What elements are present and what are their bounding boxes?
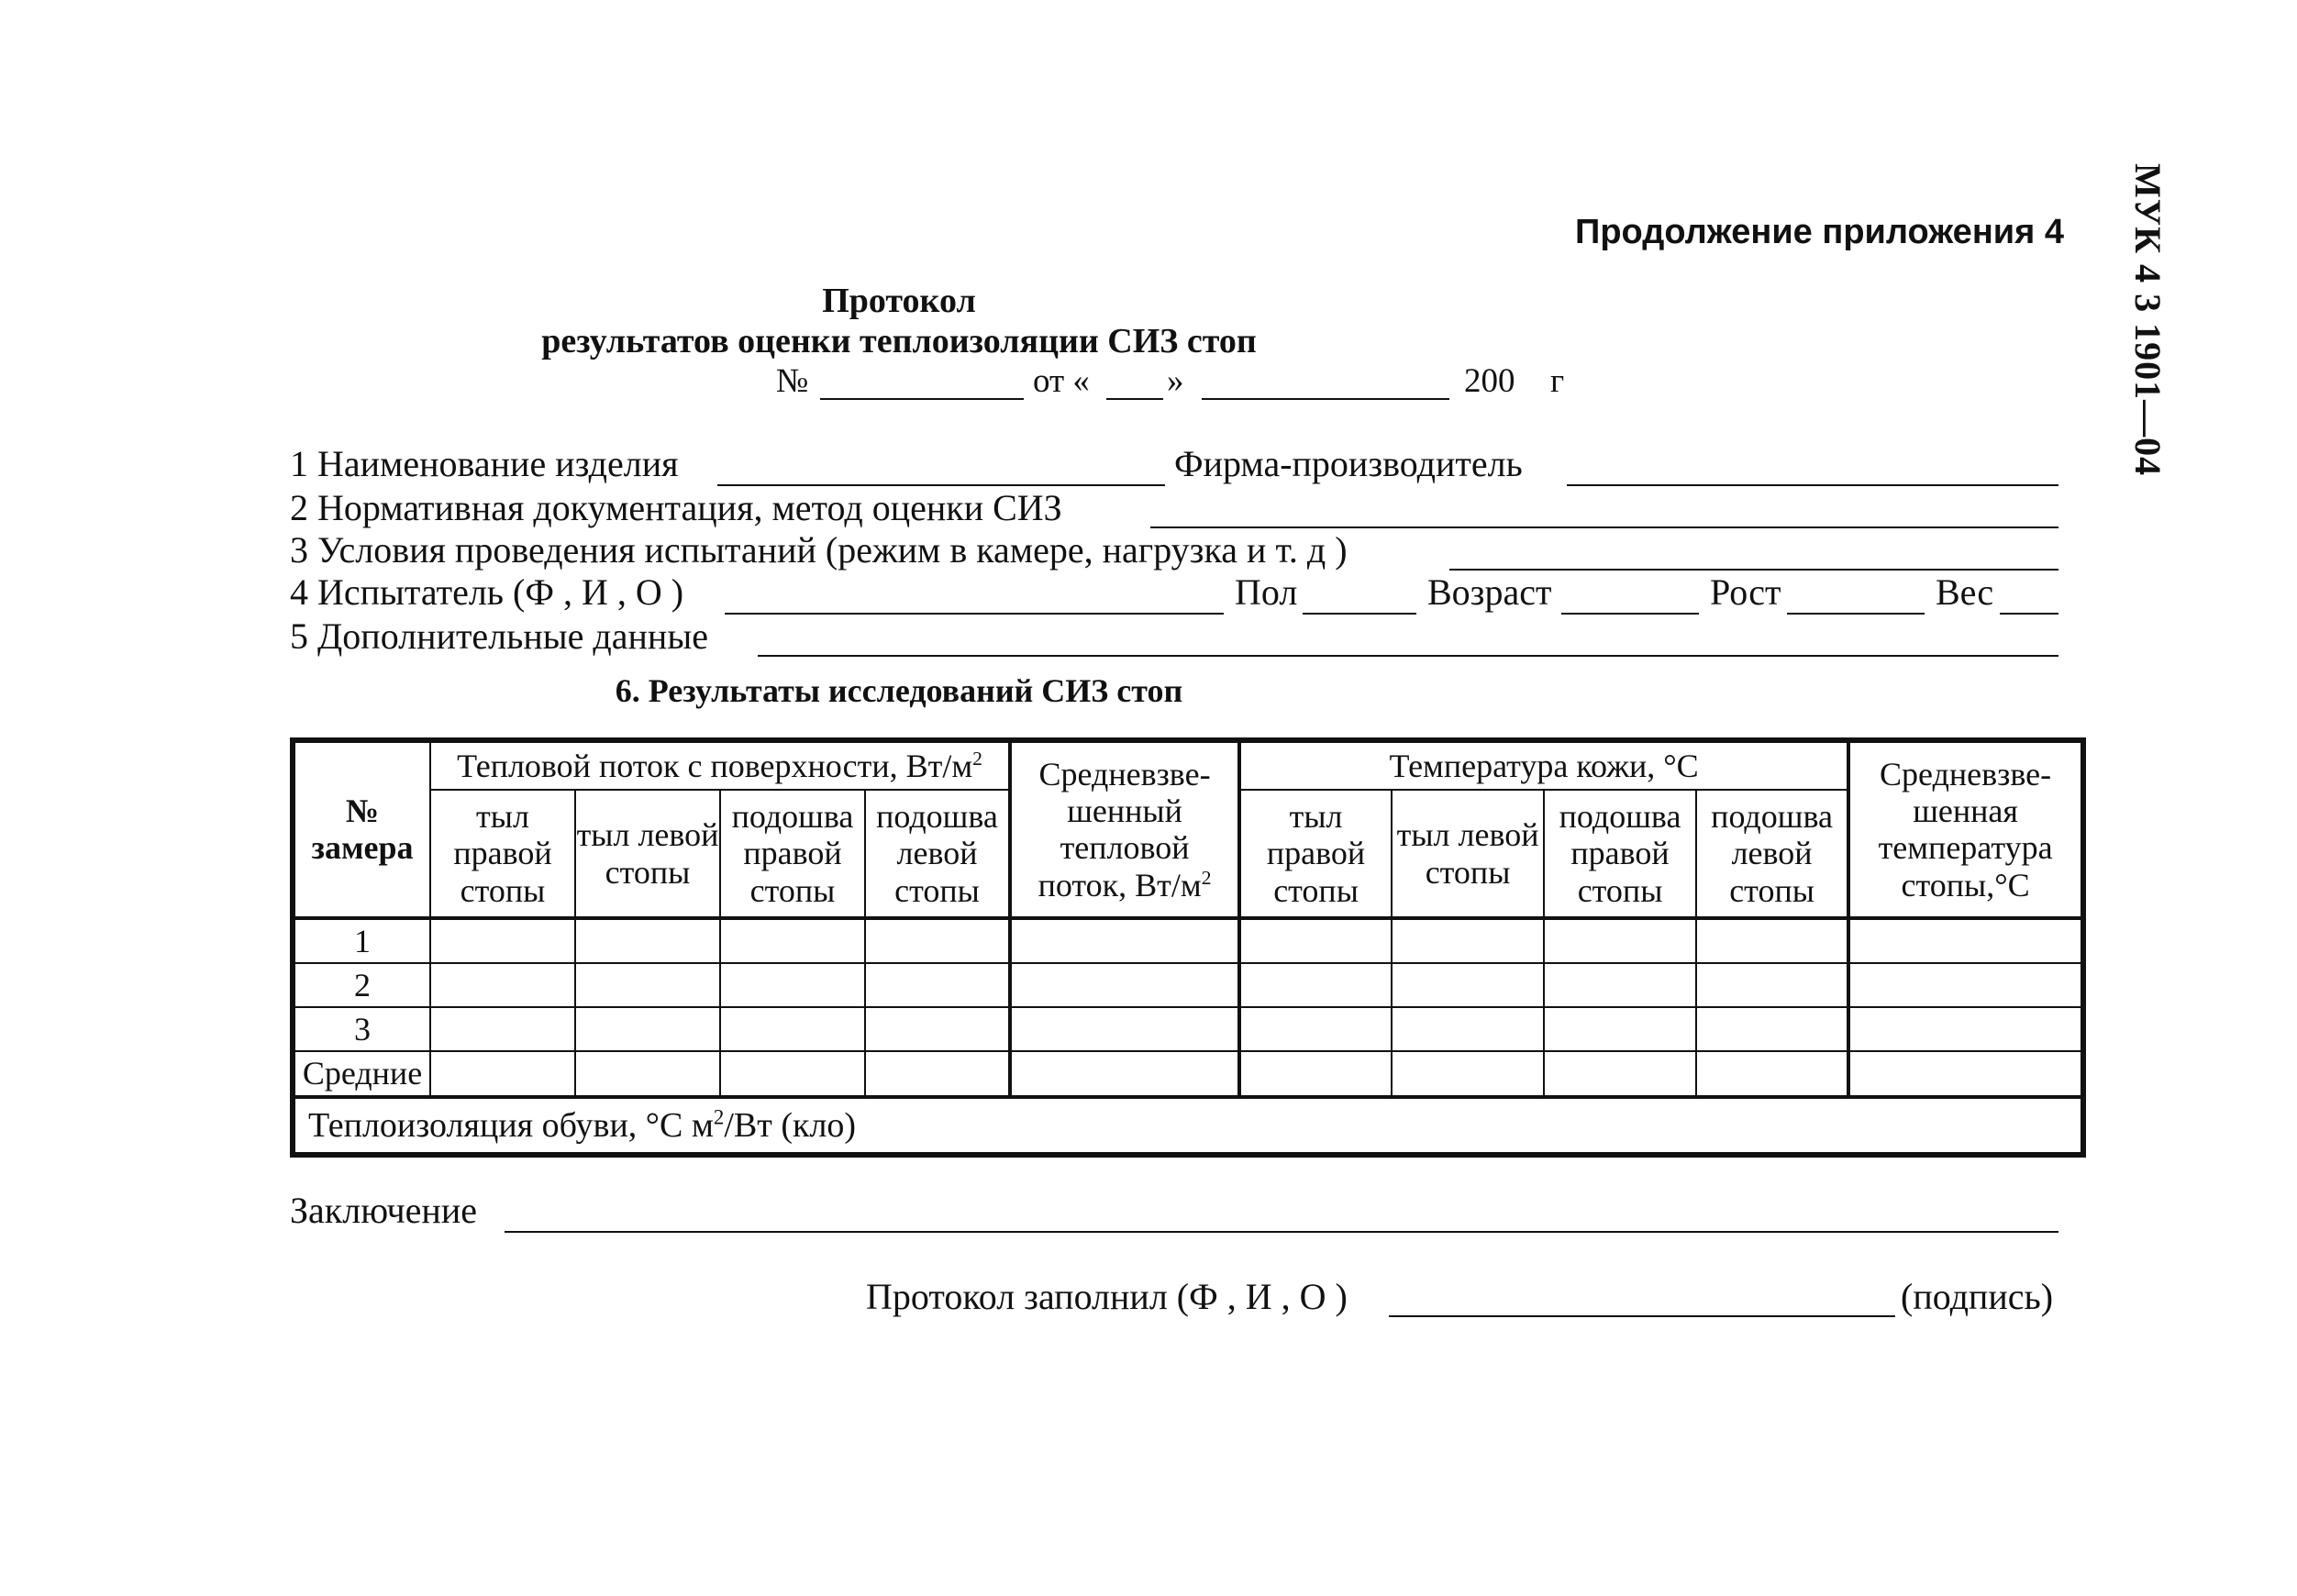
table-cell[interactable] [1544,918,1696,963]
table-cell[interactable] [1848,1007,2083,1051]
table-row [293,918,2083,963]
sub-col-left-back-temp: тыл левой стопы [1392,790,1544,918]
sub-col-left-sole-flow: подошва левой стопы [865,790,1010,918]
table-cell[interactable] [1239,1007,1392,1051]
tester-field[interactable] [725,613,1224,615]
field-test-conditions-label: 3 Условия проведения испытаний (режим в камере, нагрузка и т. д ) [290,529,1348,571]
table-cell[interactable] [720,918,865,963]
conclusion-field[interactable] [505,1231,2058,1233]
row-label: Средние [293,1051,430,1096]
table-cell[interactable] [1848,918,2083,963]
table-cell[interactable] [1239,963,1392,1007]
sub-col-right-back-flow: тыл правой стопы [430,790,575,918]
sub-col-left-sole-temp: подошва левой стопы [1696,790,1848,918]
field-tester-label: 4 Испытатель (Ф , И , О ) [290,571,684,613]
table-row [293,1051,2083,1096]
date-month-field[interactable] [1202,398,1449,400]
table-cell[interactable] [1010,1051,1239,1096]
field-sex-label: Пол [1235,571,1298,613]
table-cell[interactable] [575,1051,720,1096]
table-cell[interactable] [720,1007,865,1051]
table-cell[interactable] [1696,963,1848,1007]
table-cell[interactable] [720,1051,865,1096]
table-cell[interactable] [1239,918,1392,963]
table-cell[interactable] [1392,963,1544,1007]
table-cell[interactable] [1696,1051,1848,1096]
col-header-measurement-number: № замера [293,740,430,918]
sub-col-right-sole-flow: подошва правой стопы [720,790,865,918]
table-cell[interactable] [430,918,575,963]
date-day-field[interactable] [1106,398,1163,400]
footwear-insulation-label: Теплоизоляция обуви, °С $м^2/Вт$ (кло) [293,1097,2083,1155]
col-group-heat-flow: Тепловой поток с поверхности, $Вт/м^2$ [430,740,1010,790]
col-group-skin-temperature: Температура кожи, °С [1239,740,1848,790]
field-additional-label: 5 Дополнительные данные [290,615,708,657]
appendix-label: Продолжение приложения 4 [1575,213,2064,251]
sub-col-right-back-temp: тыл правой стопы [1239,790,1392,918]
table-cell[interactable] [865,963,1010,1007]
age-field[interactable] [1561,613,1699,615]
table-cell[interactable] [1010,963,1239,1007]
table-cell[interactable] [720,963,865,1007]
additional-field[interactable] [758,655,2058,657]
conclusion-label: Заключение [290,1190,477,1231]
date-year-suffix: г [1550,362,1565,400]
table-cell[interactable] [1848,963,2083,1007]
table-footer-row [293,1097,2083,1155]
protocol-subtitle: результатов оценки теплоизоляции СИЗ стоп [541,322,1257,360]
field-manufacturer-label: Фирма-производитель [1174,443,1523,484]
table-cell[interactable] [575,1007,720,1051]
field-height-label: Рост [1710,571,1781,613]
col-header-weighted-heat-flow: Средневзве-шенный тепловой поток, $Вт/м^2$ [1010,740,1239,918]
table-cell[interactable] [1392,1051,1544,1096]
protocol-number-field[interactable] [820,398,1024,400]
table-cell[interactable] [1544,963,1696,1007]
filled-by-label: Протокол заполнил (Ф , И , О ) [866,1276,1348,1317]
table-cell[interactable] [1239,1051,1392,1096]
number-sign: № [776,362,809,400]
table-cell[interactable] [1392,918,1544,963]
field-normative-docs-label: 2 Нормативная документация, метод оценки СИЗ [290,487,1062,528]
row-label: 3 [293,1007,430,1051]
manufacturer-field[interactable] [1567,484,2058,486]
table-cell[interactable] [1544,1007,1696,1051]
table-cell[interactable] [1696,918,1848,963]
table-row [293,963,2083,1007]
height-field[interactable] [1787,613,1925,615]
table-cell[interactable] [1544,1051,1696,1096]
table-cell[interactable] [1392,1007,1544,1051]
row-label: 1 [293,918,430,963]
sub-col-left-back-flow: тыл левой стопы [575,790,720,918]
weight-field[interactable] [2000,613,2058,615]
sex-field[interactable] [1303,613,1416,615]
results-section-title: 6. Результаты исследований СИЗ стоп [615,672,1183,709]
date-from-label: от « [1033,362,1090,400]
table-cell[interactable] [575,963,720,1007]
field-weight-label: Вес [1936,571,1994,613]
document-code: МУК 4 3 1901—04 [2127,163,2169,477]
col-header-weighted-temperature: Средневзве-шенная температура стопы,°С [1848,740,2083,918]
table-cell[interactable] [430,1051,575,1096]
signature-label: (подпись) [1901,1276,2054,1317]
table-cell[interactable] [430,963,575,1007]
table-cell[interactable] [1848,1051,2083,1096]
table-cell[interactable] [865,1007,1010,1051]
table-cell[interactable] [1696,1007,1848,1051]
table-row [293,1007,2083,1051]
table-cell[interactable] [865,918,1010,963]
table-cell[interactable] [430,1007,575,1051]
filled-by-field[interactable] [1389,1315,1895,1317]
field-age-label: Возраст [1427,571,1552,613]
results-table [290,737,2086,1158]
table-cell[interactable] [1010,1007,1239,1051]
protocol-title: Протокол [822,282,976,320]
date-quote-close: » [1167,362,1184,400]
sub-col-right-sole-temp: подошва правой стопы [1544,790,1696,918]
table-cell[interactable] [1010,918,1239,963]
field-product-name-label: 1 Наименование изделия [290,443,679,484]
date-year-label: 200 [1464,362,1515,400]
row-label: 2 [293,963,430,1007]
table-cell[interactable] [575,918,720,963]
table-cell[interactable] [865,1051,1010,1096]
